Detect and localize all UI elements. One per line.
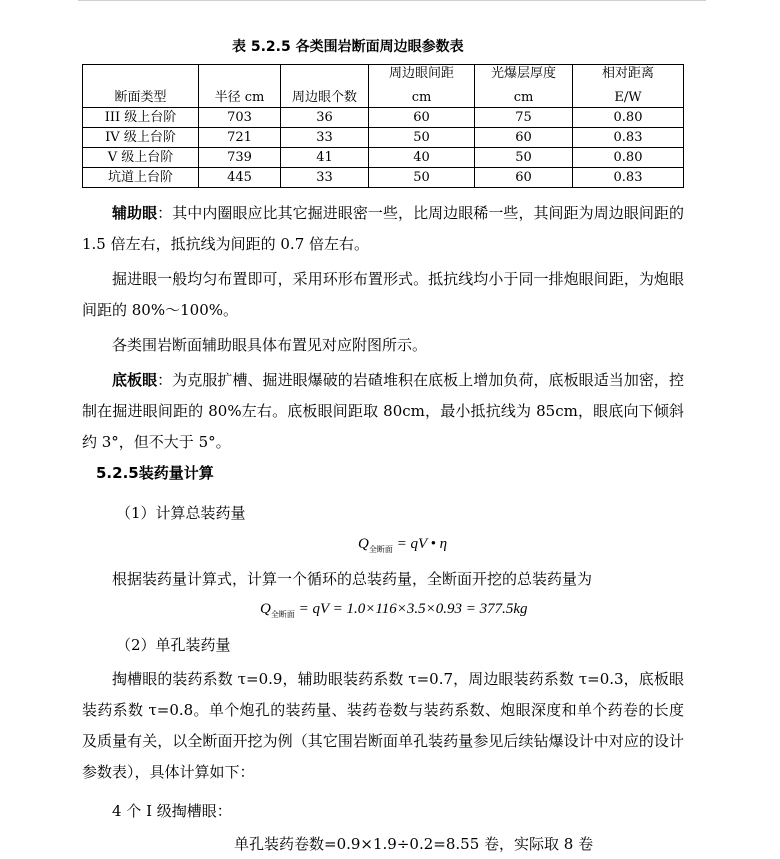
table-cell: 75: [475, 108, 573, 128]
total-charge-formula: $Q_{全断面}$ = qV • η: [358, 536, 448, 554]
table-row: [83, 168, 684, 188]
table-cell: 445: [199, 168, 281, 188]
table-row: [83, 128, 684, 148]
table-cell: 60: [475, 168, 573, 188]
table-cell: 60: [475, 128, 573, 148]
header-rule: [78, 0, 706, 1]
floor-holes-paragraph: [82, 365, 684, 458]
table-cell: 36: [281, 108, 369, 128]
table-cell: V 级上台阶: [83, 148, 199, 168]
header-cell: 周边眼个数: [281, 65, 369, 108]
parameter-table: [82, 64, 684, 188]
table-cell: 0.83: [573, 128, 684, 148]
table-cell: 0.83: [573, 168, 684, 188]
table-header-row: [83, 65, 684, 108]
header-cell: 周边眼间距 cm: [369, 65, 475, 108]
floor-holes-label: 底板眼: [112, 371, 158, 389]
header-cell: 断面类型: [83, 65, 199, 108]
aux-holes-paragraph: [82, 198, 684, 260]
table-cell: 0.80: [573, 148, 684, 168]
cut-holes-line: 4 个 I 级掏槽眼：: [112, 802, 232, 820]
table-cell: 33: [281, 168, 369, 188]
table-cell: 721: [199, 128, 281, 148]
header-cell: 光爆层厚度 cm: [475, 65, 573, 108]
aux-holes-label: 辅助眼: [112, 204, 158, 222]
table-caption: 表 5.2.5 各类围岩断面周边眼参数表: [232, 39, 464, 55]
table-cell: 703: [199, 108, 281, 128]
subheading-total-charge: （1）计算总装药量: [116, 504, 246, 522]
table-cell: 40: [369, 148, 475, 168]
table-cell: III 级上台阶: [83, 108, 199, 128]
table-cell: 41: [281, 148, 369, 168]
reference-paragraph: 各类围岩断面辅助眼具体布置见对应附图所示。: [112, 336, 428, 354]
table-row: [83, 108, 684, 128]
layout-paragraph: 掘进眼一般均匀布置即可，采用环形布置形式。抵抗线均小于同一排炮眼间距，为炮眼间距的 80%～100%。: [82, 270, 684, 319]
table-cell: 739: [199, 148, 281, 168]
table-cell: 33: [281, 128, 369, 148]
section-heading: 5.2.5装药量计算: [96, 464, 214, 482]
cartridge-count-line: 单孔装药卷数=0.9×1.9÷0.2=8.55 卷，实际取 8 卷: [234, 835, 594, 853]
floor-holes-text: ：为克服扩槽、掘进眼爆破的岩碴堆积在底板上增加负荷，底板眼适当加密，控制在掘进眼间距的 80%左右。底板眼间距取 80cm，最小抵抗线为 85cm，眼底向下倾斜约 3°，但不大于 5°。: [82, 371, 684, 451]
table-cell: 50: [475, 148, 573, 168]
table-cell: 0.80: [573, 108, 684, 128]
table-cell: 50: [369, 128, 475, 148]
calculation-paragraph: 根据装药量计算式，计算一个循环的总装药量，全断面开挖的总装药量为: [112, 570, 593, 588]
header-cell: 半径 cm: [199, 65, 281, 108]
table-cell: 60: [369, 108, 475, 128]
table-cell: IV 级上台阶: [83, 128, 199, 148]
table-cell: 坑道上台阶: [83, 168, 199, 188]
table-cell: 50: [369, 168, 475, 188]
aux-holes-text: ：其中内圈眼应比其它掘进眼密一些，比周边眼稀一些，其间距为周边眼间距的 1.5 倍左右，抵抗线为间距的 0.7 倍左右。: [82, 204, 684, 253]
table-row: [83, 148, 684, 168]
coefficient-paragraph: 掏槽眼的装药系数 τ=0.9，辅助眼装药系数 τ=0.7，周边眼装药系数 τ=0.3，底板眼装药系数 τ=0.8。单个炮孔的装药量、装药卷数与装药系数、炮眼深度和单个药卷的长度及质量有关，以全断面开挖为例（其它围岩断面单孔装药量参见后续钻爆设计中对应的设计参数表），具体计算如下：: [82, 670, 684, 781]
subheading-single-hole-charge: （2）单孔装药量: [116, 636, 231, 654]
header-cell: 相对距离 E/W: [573, 65, 684, 108]
total-charge-result-formula: $Q_{全断面}$ = qV = 1.0×116×3.5×0.93 = 377.5kg: [260, 601, 528, 619]
